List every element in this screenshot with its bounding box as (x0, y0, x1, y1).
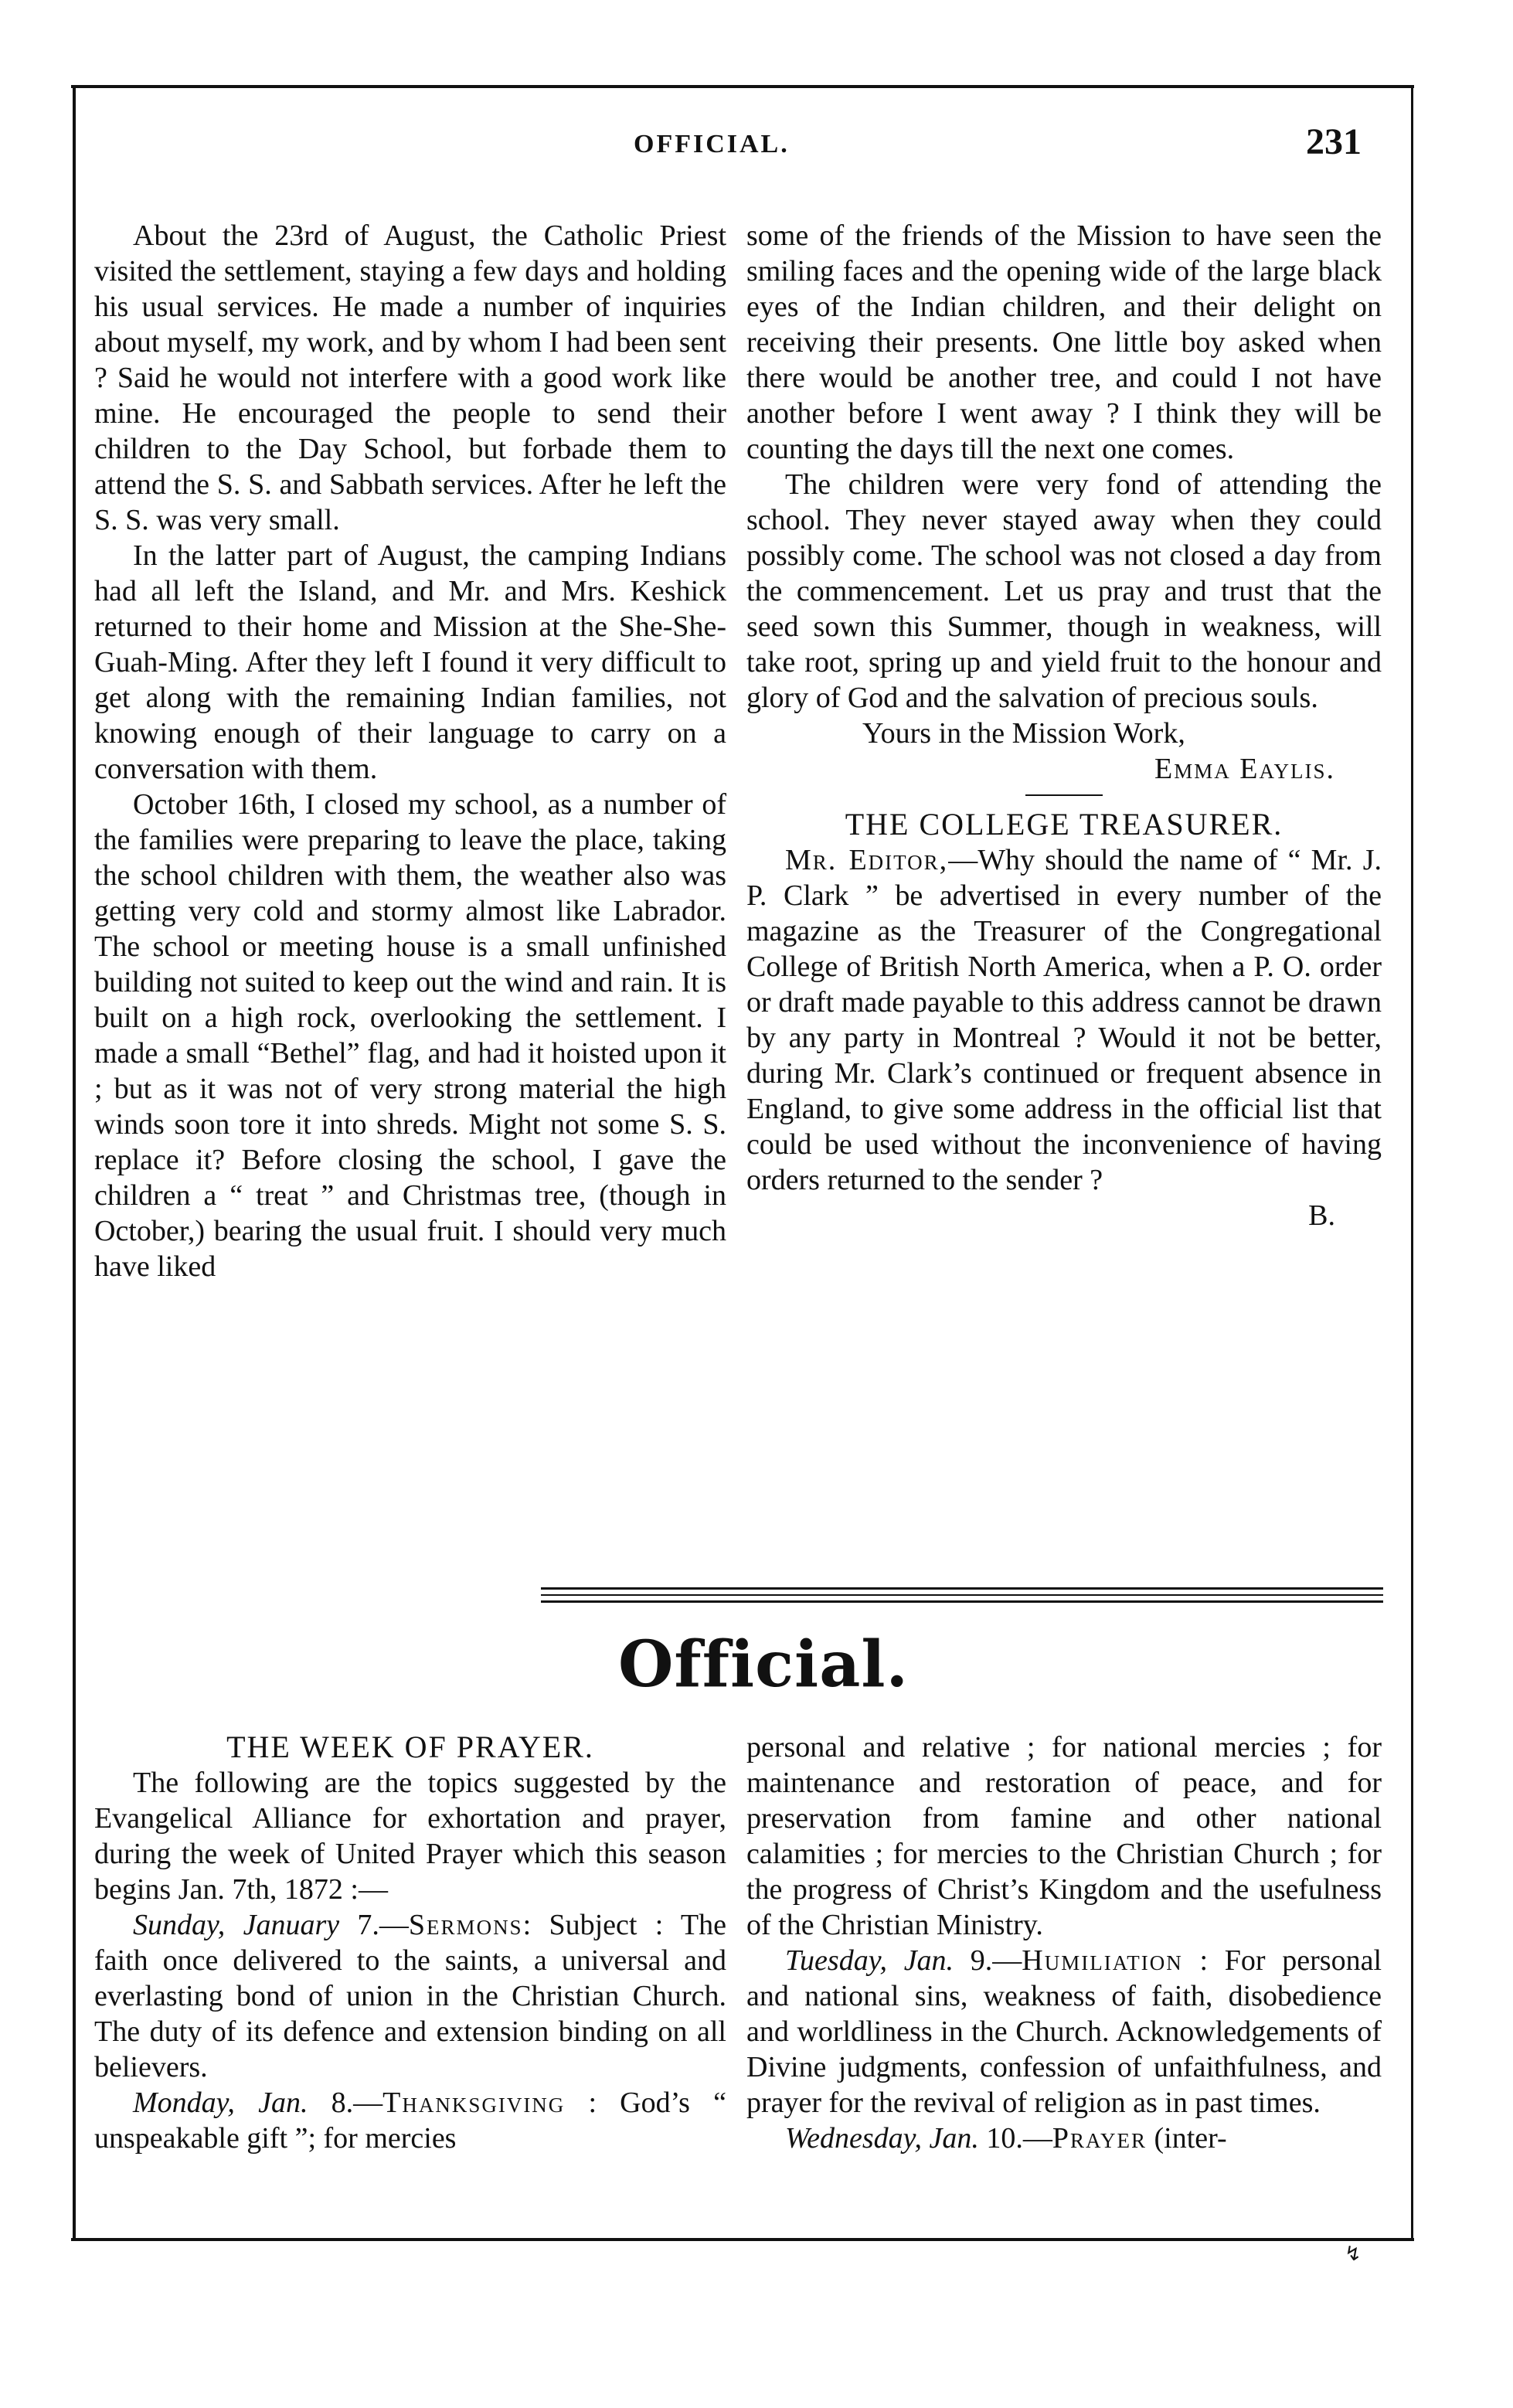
article-heading: THE WEEK OF PRAYER. (226, 1729, 594, 1764)
running-header (0, 121, 1513, 168)
day-text: : God’s “ unspeakable gift ”; for mercies (94, 2087, 726, 2155)
letter-initial: B. (1308, 1199, 1335, 1232)
day-topic: Thanksgiving (382, 2087, 566, 2119)
letter-salutation: Mr. Editor, (785, 844, 949, 876)
paragraph: some of the friends of the Mission to have seen the smiling faces and the opening wide of the large black eyes of the Indian children, and their delight on receiving their presents. One little boy asked when there would be another tree, and could I not have another before I went away ? I think they will be counting the days till the next one comes. (746, 219, 1382, 465)
page-frame-right-rule (1411, 85, 1413, 2241)
right-column-bottom (746, 1729, 1382, 2156)
day-text: : Subject : The faith once delivered to the saints, a universal and everlasting bond of union in the Christian Church. The duty of its defence and extension binding on all believers. (94, 1909, 726, 2083)
day-date: Tuesday, Jan. (785, 1944, 954, 1977)
paragraph: The children were very fond of attending the school. They never stayed away when they could possibly come. The school was not closed a day from the commencement. Let us pray and trust that the seed sown this Summer, though in weakness, will take root, spring up and yield fruit to the honour and glory of God and the salvation of precious souls. (746, 468, 1382, 714)
day-entry: Wednesday, Jan. 10.—Prayer (inter- (785, 2122, 1227, 2155)
article-heading: THE COLLEGE TREASURER. (845, 807, 1284, 842)
day-entry: Tuesday, Jan. 9.—Humiliation : For personal and national sins, weakness of faith, disobedience and worldliness in the Church. Acknowledgements of Divine judgments, confession of unfaithfulness, and prayer for the revival of religion as in past times. (746, 1944, 1382, 2119)
letter-body: —Why should the name of “ Mr. J. P. Clark ” be advertised in every number of the magazine as the Treasurer of the Congregational College of British North America, when a P. O. order or draft made payable to this address cannot be drawn by any party in Montreal ? Would it not be better, during Mr. Clark’s continued or frequent absence in England, to give some address in the official list that could be used without the inconvenience of having orders returned to the sender ? (746, 844, 1382, 1196)
page-number: 231 (1306, 121, 1362, 162)
day-date: Wednesday, Jan. (785, 2122, 979, 2155)
day-text: : For personal and national sins, weakness of faith, disobedience and worldliness in the Church. Acknowledgements of Divine judgments, confession of unfaithfulness, and prayer for the revival of religion as in past times. (746, 1944, 1382, 2119)
page-frame-left-rule (73, 85, 76, 2241)
day-topic: Humiliation (1022, 1944, 1183, 1977)
page-frame-bottom-rule (71, 2238, 1414, 2241)
day-date: Sunday, January (133, 1909, 340, 1941)
running-title: OFFICIAL. (634, 130, 790, 158)
day-entry: Sunday, January 7.—Sermons: Subject : The faith once delivered to the saints, a universal and everlasting bond of union in the Christian Church. The duty of its defence and extension binding on all believers. (94, 1909, 726, 2083)
day-text: (inter- (1147, 2122, 1227, 2155)
paragraph: personal and relative ; for national mercies ; for maintenance and restoration of peace, and for preservation from famine and other national calamities ; for mercies to the Christian Church ; for the progress of Christ’s Kingdom and the usefulness of the Christian Ministry. (746, 1731, 1382, 1941)
short-divider-rule (1025, 794, 1103, 796)
paragraph: The following are the topics suggested by the Evangelical Alliance for exhortation and prayer, during the week of United Prayer which this season begins Jan. 7th, 1872 :— (94, 1767, 726, 1906)
day-entry: Monday, Jan. 8.—Thanksgiving : God’s “ unspeakable gift ”; for mercies (94, 2087, 726, 2155)
section-title: Official. (618, 1627, 910, 1702)
left-column-top (94, 218, 726, 1284)
day-date: Monday, Jan. (133, 2087, 308, 2119)
left-column-bottom (94, 1729, 726, 2156)
paragraph: About the 23rd of August, the Catholic Priest visited the settlement, staying a few days and holding his usual services. He made a number of inquiries about myself, my work, and by whom I had been sent ? Said he would not interfere with a good work like mine. He encouraged the people to send their children to the Day School, but forbade them to attend the S. S. and Sabbath services. After he left the S. S. was very small. (94, 219, 726, 536)
paragraph: In the latter part of August, the camping Indians had all left the Island, and Mr. and Mrs. Keshick returned to their home and Mission at the She-She-Guah-Ming. After they left I found it very difficult to get along with the remaining Indian families, not knowing enough of their language to carry on a conversation with them. (94, 539, 726, 785)
paragraph: October 16th, I closed my school, as a number of the families were preparing to leave the place, taking the school children with them, the weather also was getting very cold and stormy almost like Labrador. The school or meeting house is a small unfinished building not suited to keep out the wind and rain. It is built on a high rock, overlooking the settlement. I made a small “Bethel” flag, and had it hoisted upon it ; but as it was not of very strong material the high winds soon tore it into shreds. Might not some S. S. replace it? Before closing the school, I gave the children a “ treat ” and Christmas tree, (though in October,) bearing the usual fruit. I should very much have liked (94, 788, 726, 1283)
printer-mark-icon: ↯ (1345, 2243, 1362, 2266)
letter-closing: Yours in the Mission Work, (862, 717, 1185, 750)
letter-signature: Emma Eaylis. (1154, 753, 1335, 785)
day-topic: Prayer (1052, 2122, 1147, 2155)
section-divider (541, 1587, 1383, 1603)
right-column-top (746, 218, 1382, 1233)
letter-paragraph (746, 842, 1382, 1198)
day-topic: Sermons (408, 1909, 523, 1941)
page-frame-top-rule (71, 85, 1414, 88)
